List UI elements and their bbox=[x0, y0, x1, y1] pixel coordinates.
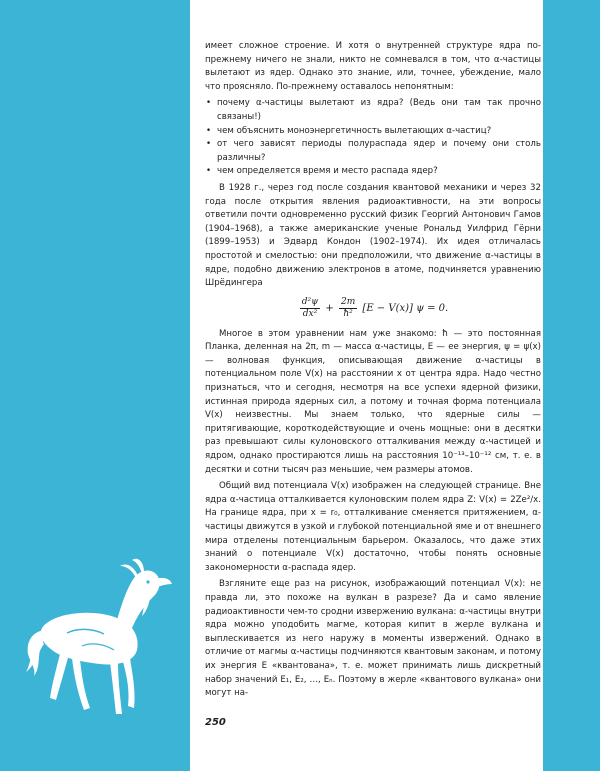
list-item: • от чего зависят периоды полураспада ядер и почему они столь различны? bbox=[205, 138, 541, 165]
paragraph-3: Многое в этом уравнении нам уже знакомо: ħ — это постоянная Планка, деленная на 2π, m — масса α-частицы, E — ее энергия, ψ = ψ(x) — волновая функция, описывающая движение α-частицы в потенциальном поле V(x) на расстоянии x от центра ядра. Надо честно признаться, что и сегодня, несмотря на все успехи ядерной физики, истинная природа ядерных сил, а потому и точная форма потенциала V(x) неизвестны. Мы знаем только, что ядерные силы — притягивающие, короткодействующие и очень мощные: они в десятки раз превышают силы кулоновского отталкивания между α-частицей и ядром, однако простираются лишь на расстояния 10⁻¹³–10⁻¹² см, т. е. в десятки и сотни тысяч раз меньшие, чем размеры атомов. bbox=[205, 328, 541, 475]
list-item: • почему α-частицы вылетают из ядра? (Ведь они там так прочно связаны!) bbox=[205, 97, 541, 124]
paragraph-4: Общий вид потенциала V(x) изображен на следующей странице. Вне ядра α-частица отталкивается кулоновским полем ядра Z: V(x) = 2Ze²/x. На границе ядра, при x = r₀, отталкивание сменяется притяжением, α-частицы движутся в узкой и глубокой потенциальной яме и от внешнего мира отделены потенциальным барьером. Оказалось, что даже этих знаний о потенциале V(x) достаточно, чтобы понять основные закономерности α-распада ядер. bbox=[205, 481, 541, 573]
fraction-second-derivative: $\frac{\text{d²ψ}}{\text{dx²}}$ bbox=[301, 296, 319, 319]
fraction-mass-term: $\frac{2m}{\text{ħ²}}$ bbox=[340, 296, 356, 319]
paragraph-5: Взгляните еще раз на рисунок, изображающий потенциал V(x): не правда ли, это похоже на вулкан в разрезе? Да и само явление радиоактивности чем-то сродни извержению вулкана: α-частицы внутри ядра можно уподобить магме, которая кипит в жерле вулкана и выплескивается из него наружу в моменты извержений. Однако в отличие от магмы α-частицы подчиняются квантовым законам, и потому их энергия E «квантована», т. е. может принимать лишь дискретный набор значений E₁, E₂, …, Eₙ. Поэтому в жерле «квантового вулкана» они могут на- bbox=[205, 579, 541, 699]
paragraph-2: В 1928 г., через год после создания квантовой механики и через 32 года после открытия явления радиоактивности, на эти вопросы ответили почти одновременно русский физик Георгий Антонович Гамов (1904–1968), а также американские ученые Рональд Уилфрид Гёрни (1899–1953) и Эдвард Кондон (1902–1974). Их идея отличалась простотой и смелостью: они предположили, что движение α-частицы в ядре, подобно движению электронов в атоме, подчиняется уравнению Шрёдингера bbox=[205, 182, 541, 289]
paragraph-1: имеет сложное строение. И хотя о внутренней структуре ядра по-прежнему ничего не знали, никто не сомневался в том, что α-частицы вылетают из ядер. Однако это знание, или, точнее, убеждение, мало что проясняло. По-прежнему оставалось непонятным: bbox=[205, 41, 541, 92]
body-text bbox=[205, 40, 541, 704]
formula-rest: [E − V(x)] ψ = 0. bbox=[362, 302, 449, 314]
page-number: 250 bbox=[205, 717, 226, 728]
question-list bbox=[205, 97, 541, 179]
list-item: • чем объяснить моноэнергетичность вылетающих α-частиц? bbox=[205, 125, 541, 139]
goat-illustration-icon bbox=[22, 558, 182, 728]
schrodinger-equation bbox=[205, 297, 541, 320]
page-edge-line bbox=[543, 14, 545, 761]
formula-plus: + bbox=[325, 302, 334, 314]
list-item: • чем определяется время и место распада ядер? bbox=[205, 165, 541, 179]
